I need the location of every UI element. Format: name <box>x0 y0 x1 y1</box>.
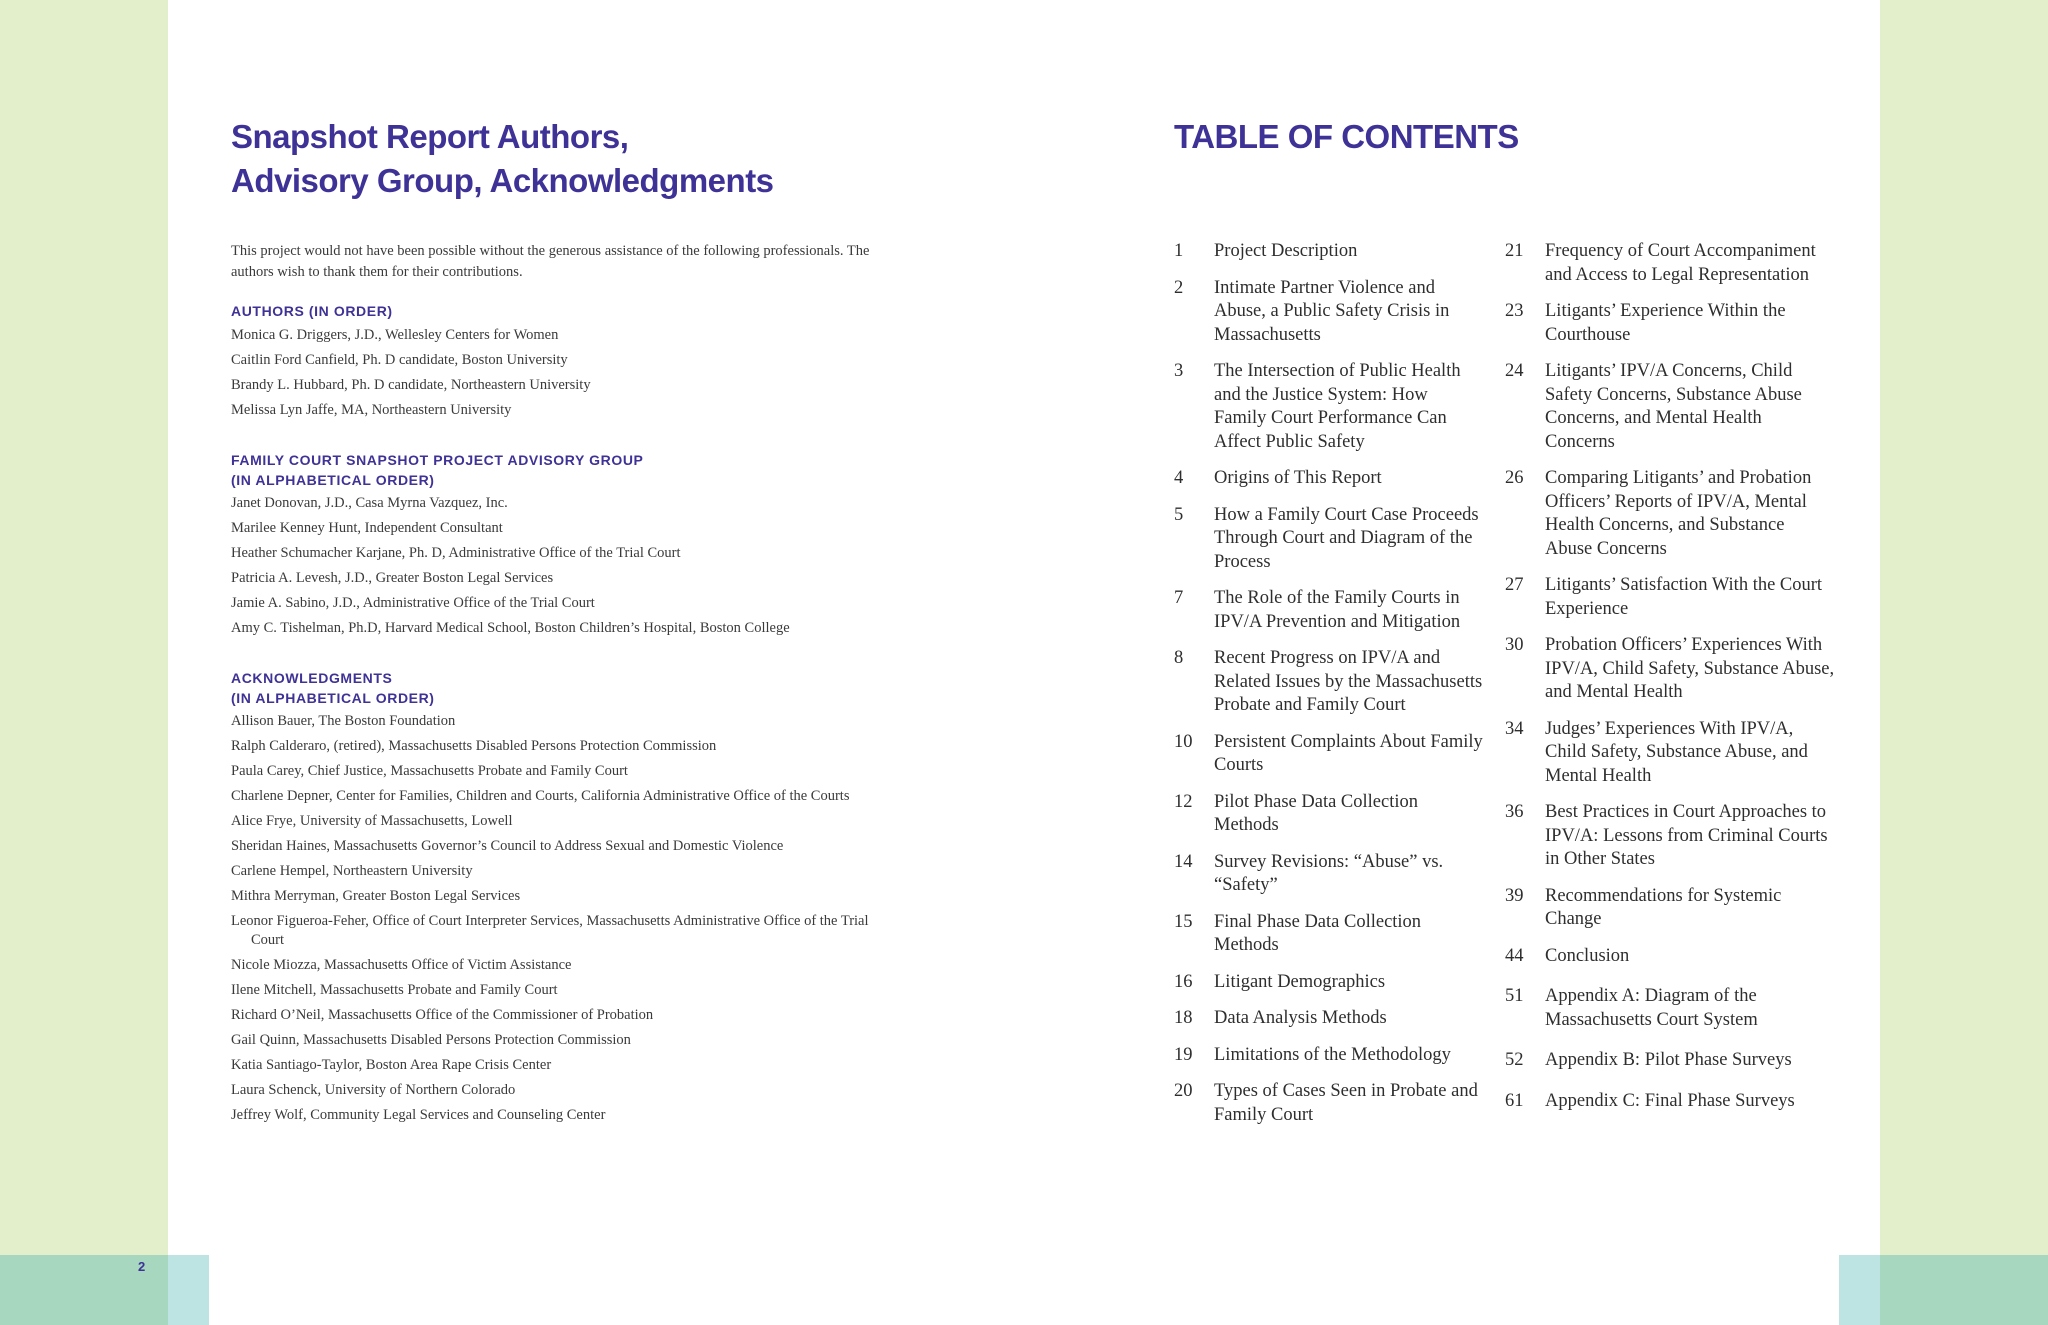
right-margin-band <box>1880 0 2048 1325</box>
toc-title: TABLE OF CONTENTS <box>1174 118 1519 155</box>
advisory-section <box>231 450 871 638</box>
toc-page-number: 16 <box>1174 971 1193 992</box>
toc-page-number: 39 <box>1505 885 1524 906</box>
toc-page-number: 14 <box>1174 851 1193 872</box>
toc-column-2 <box>1505 240 1835 1130</box>
toc-page-number: 2 <box>1174 277 1184 298</box>
acknowledgment-name: Nicole Miozza, Massachusetts Office of Victim Assistance <box>231 957 572 973</box>
toc-entry[interactable] <box>1174 911 1484 958</box>
toc-page-number: 30 <box>1505 635 1524 655</box>
author-name: Caitlin Ford Canfield, Ph. D candidate, Boston University <box>231 352 568 368</box>
acknowledgment-name: Katia Santiago-Taylor, Boston Area Rape Crisis Center <box>231 1057 552 1073</box>
toc-entry-label: Project Description <box>1214 241 1358 261</box>
toc-page-number: 4 <box>1174 468 1184 488</box>
toc-page-number: 5 <box>1174 504 1184 525</box>
toc-entry[interactable] <box>1174 971 1484 995</box>
toc-entry[interactable] <box>1174 587 1484 634</box>
author-name: Monica G. Driggers, J.D., Wellesley Centers for Women <box>231 327 559 343</box>
toc-entry[interactable] <box>1505 985 1835 1032</box>
acknowledgments-list <box>231 712 871 1125</box>
toc-entry[interactable] <box>1505 634 1835 705</box>
authors-page <box>231 115 871 1131</box>
toc-page-number: 51 <box>1505 986 1524 1006</box>
toc-entry[interactable] <box>1505 300 1835 347</box>
toc-entry-label: Appendix A: Diagram of the Massachusetts Court System <box>1545 986 1758 1030</box>
toc-page-number: 20 <box>1174 1081 1193 1101</box>
footer-tab-right <box>1880 1255 2048 1325</box>
toc-entry-label: Judges’ Experiences With IPV/A, Child Safety, Substance Abuse, and Mental Health <box>1545 718 1808 786</box>
advisory-member-name: Amy C. Tishelman, Ph.D, Harvard Medical School, Boston Children’s Hospital, Boston College <box>231 620 790 636</box>
toc-page-number: 7 <box>1174 588 1184 608</box>
toc-page-number: 27 <box>1505 575 1524 595</box>
advisory-member-name: Patricia A. Levesh, J.D., Greater Boston Legal Services <box>231 570 554 586</box>
toc-entry-label: Origins of This Report <box>1214 468 1382 488</box>
acknowledgment-name: Ilene Mitchell, Massachusetts Probate and Family Court <box>231 982 558 998</box>
intro-paragraph: This project would not have been possible without the generous assistance of the following professionals. The authors wish to thank them for their contributions. <box>231 243 870 280</box>
acknowledgment-name: Leonor Figueroa-Feher, Office of Court Interpreter Services, Massachusetts Administrative Office of the Trial Court <box>231 913 869 948</box>
toc-entry-label: Best Practices in Court Approaches to IPV/A: Lessons from Criminal Courts in Other States <box>1545 802 1828 869</box>
toc-page-number: 36 <box>1505 802 1524 822</box>
toc-entry[interactable] <box>1174 791 1484 838</box>
acknowledgments-heading <box>231 668 871 708</box>
advisory-heading-line1: FAMILY COURT SNAPSHOT PROJECT ADVISORY GROUP <box>231 452 644 468</box>
toc-page-number: 19 <box>1174 1044 1193 1065</box>
toc-page-number: 34 <box>1505 718 1524 739</box>
toc-page-number: 18 <box>1174 1008 1193 1028</box>
toc-page-number: 24 <box>1505 361 1524 381</box>
toc-entry-label: Persistent Complaints About Family Courts <box>1214 731 1483 775</box>
toc-entry-label: Survey Revisions: “Abuse” vs. “Safety” <box>1214 851 1444 895</box>
acknowledgment-name: Carlene Hempel, Northeastern University <box>231 863 473 879</box>
toc-entry[interactable] <box>1174 1044 1484 1068</box>
acknowledgment-name: Gail Quinn, Massachusetts Disabled Persons Protection Commission <box>231 1032 631 1048</box>
toc-entry[interactable] <box>1505 801 1835 872</box>
author-name: Brandy L. Hubbard, Ph. D candidate, Northeastern University <box>231 377 591 393</box>
advisory-list <box>231 494 871 638</box>
authors-section <box>231 301 871 420</box>
toc-entry-label: Conclusion <box>1545 945 1630 966</box>
toc-entry[interactable] <box>1174 647 1484 718</box>
acknowledgment-name: Paula Carey, Chief Justice, Massachusetts Probate and Family Court <box>231 763 628 779</box>
toc-entry[interactable] <box>1174 1080 1484 1127</box>
acknowledgment-name: Ralph Calderaro, (retired), Massachusetts Disabled Persons Protection Commission <box>231 738 717 754</box>
toc-entry[interactable] <box>1174 1007 1484 1031</box>
toc-entry-label: Types of Cases Seen in Probate and Family Court <box>1214 1081 1478 1125</box>
advisory-heading <box>231 450 871 490</box>
toc-entry-label: Pilot Phase Data Collection Methods <box>1214 791 1418 835</box>
advisory-heading-line2: (IN ALPHABETICAL ORDER) <box>231 472 435 488</box>
toc-entry[interactable] <box>1505 945 1835 969</box>
toc-entry[interactable] <box>1505 240 1835 287</box>
toc-entry[interactable] <box>1174 851 1484 898</box>
toc-entry[interactable] <box>1505 885 1835 932</box>
toc-entry-label: Litigants’ Satisfaction With the Court Experience <box>1545 575 1823 619</box>
acknowledgment-name: Richard O’Neil, Massachusetts Office of the Commissioner of Probation <box>231 1007 654 1023</box>
acknowledgments-heading-line2: (IN ALPHABETICAL ORDER) <box>231 690 435 706</box>
toc-entry[interactable] <box>1505 1090 1835 1114</box>
toc-entry-label: Probation Officers’ Experiences With IPV/A, Child Safety, Substance Abuse, and Mental Health <box>1545 635 1835 702</box>
acknowledgment-name: Alice Frye, University of Massachusetts, Lowell <box>231 813 513 829</box>
toc-entry-label: Litigant Demographics <box>1214 971 1386 992</box>
acknowledgments-heading-line1: ACKNOWLEDGMENTS <box>231 670 393 686</box>
toc-page-number: 23 <box>1505 301 1524 321</box>
toc-entry-label: Appendix B: Pilot Phase Surveys <box>1545 1050 1792 1070</box>
toc-entry[interactable] <box>1505 1049 1835 1073</box>
toc-page-number: 61 <box>1505 1090 1524 1111</box>
acknowledgment-name: Jeffrey Wolf, Community Legal Services and Counseling Center <box>231 1107 606 1123</box>
toc-entry[interactable] <box>1174 467 1484 491</box>
authors-heading: AUTHORS (IN ORDER) <box>231 303 393 319</box>
toc-page-number: 21 <box>1505 241 1524 261</box>
page-number: 2 <box>138 1259 146 1274</box>
toc-entry[interactable] <box>1505 467 1835 561</box>
advisory-member-name: Jamie A. Sabino, J.D., Administrative Office of the Trial Court <box>231 595 595 611</box>
toc-entry[interactable] <box>1174 504 1484 575</box>
toc-entry[interactable] <box>1505 574 1835 621</box>
toc-entry[interactable] <box>1174 240 1484 264</box>
toc-entry-label: The Intersection of Public Health and the Justice System: How Family Court Performance Can Affect Public Safety <box>1214 361 1461 452</box>
toc-page-number: 26 <box>1505 468 1524 488</box>
toc-page-number: 44 <box>1505 945 1524 966</box>
toc-entry[interactable] <box>1174 277 1484 348</box>
toc-entry-label: Final Phase Data Collection Methods <box>1214 911 1422 955</box>
toc-entry[interactable] <box>1174 731 1484 778</box>
toc-entry[interactable] <box>1505 718 1835 789</box>
toc-entry[interactable] <box>1505 360 1835 454</box>
footer-tab-left-accent <box>168 1255 209 1325</box>
toc-entry-label: Comparing Litigants’ and Probation Officers’ Reports of IPV/A, Mental Health Concerns, and Substance Abuse Concerns <box>1545 468 1812 559</box>
toc-entry-label: Litigants’ Experience Within the Courthouse <box>1545 301 1786 345</box>
advisory-member-name: Janet Donovan, J.D., Casa Myrna Vazquez, Inc. <box>231 495 508 511</box>
acknowledgment-name: Mithra Merryman, Greater Boston Legal Services <box>231 888 521 904</box>
toc-page-number: 3 <box>1174 361 1184 381</box>
toc-column-1 <box>1174 240 1484 1140</box>
toc-entry-label: Recent Progress on IPV/A and Related Issues by the Massachusetts Probate and Family Court <box>1214 648 1483 715</box>
toc-entry-label: The Role of the Family Courts in IPV/A Prevention and Mitigation <box>1214 588 1461 632</box>
page-title-line2: Advisory Group, Acknowledgments <box>231 162 774 199</box>
toc-page-number: 8 <box>1174 648 1184 668</box>
toc-entry-label: Litigants’ IPV/A Concerns, Child Safety Concerns, Substance Abuse Concerns, and Mental Health Concerns <box>1545 361 1802 452</box>
toc-entry-label: Limitations of the Methodology <box>1214 1044 1451 1065</box>
toc-entry-label: Recommendations for Systemic Change <box>1545 885 1782 929</box>
toc-page-number: 15 <box>1174 911 1193 932</box>
toc-entry-label: Data Analysis Methods <box>1214 1008 1387 1028</box>
toc-entry-label: Frequency of Court Accompaniment and Access to Legal Representation <box>1545 241 1816 285</box>
footer-tab-right-accent <box>1839 1255 1880 1325</box>
acknowledgment-name: Sheridan Haines, Massachusetts Governor’s Council to Address Sexual and Domestic Violence <box>231 838 784 854</box>
toc-entry[interactable] <box>1174 360 1484 454</box>
acknowledgments-section <box>231 668 871 1125</box>
left-margin-band <box>0 0 168 1325</box>
acknowledgment-name: Allison Bauer, The Boston Foundation <box>231 713 456 729</box>
advisory-member-name: Marilee Kenney Hunt, Independent Consultant <box>231 520 503 536</box>
author-name: Melissa Lyn Jaffe, MA, Northeastern University <box>231 402 512 418</box>
toc-page-number: 10 <box>1174 731 1193 752</box>
toc-entry-label: Intimate Partner Violence and Abuse, a Public Safety Crisis in Massachusetts <box>1214 277 1450 345</box>
toc-entry-label: How a Family Court Case Proceeds Through Court and Diagram of the Process <box>1214 504 1479 572</box>
acknowledgment-name: Charlene Depner, Center for Families, Children and Courts, California Administrative Office of the Courts <box>231 788 850 804</box>
authors-list <box>231 326 871 420</box>
toc-entry-label: Appendix C: Final Phase Surveys <box>1545 1090 1795 1111</box>
acknowledgment-name: Laura Schenck, University of Northern Colorado <box>231 1082 516 1098</box>
toc-page-number: 52 <box>1505 1050 1524 1070</box>
page-title <box>231 115 871 203</box>
toc-page-number: 1 <box>1174 241 1184 261</box>
advisory-member-name: Heather Schumacher Karjane, Ph. D, Administrative Office of the Trial Court <box>231 545 681 561</box>
toc-page-number: 12 <box>1174 791 1193 812</box>
page-title-line1: Snapshot Report Authors, <box>231 118 629 155</box>
